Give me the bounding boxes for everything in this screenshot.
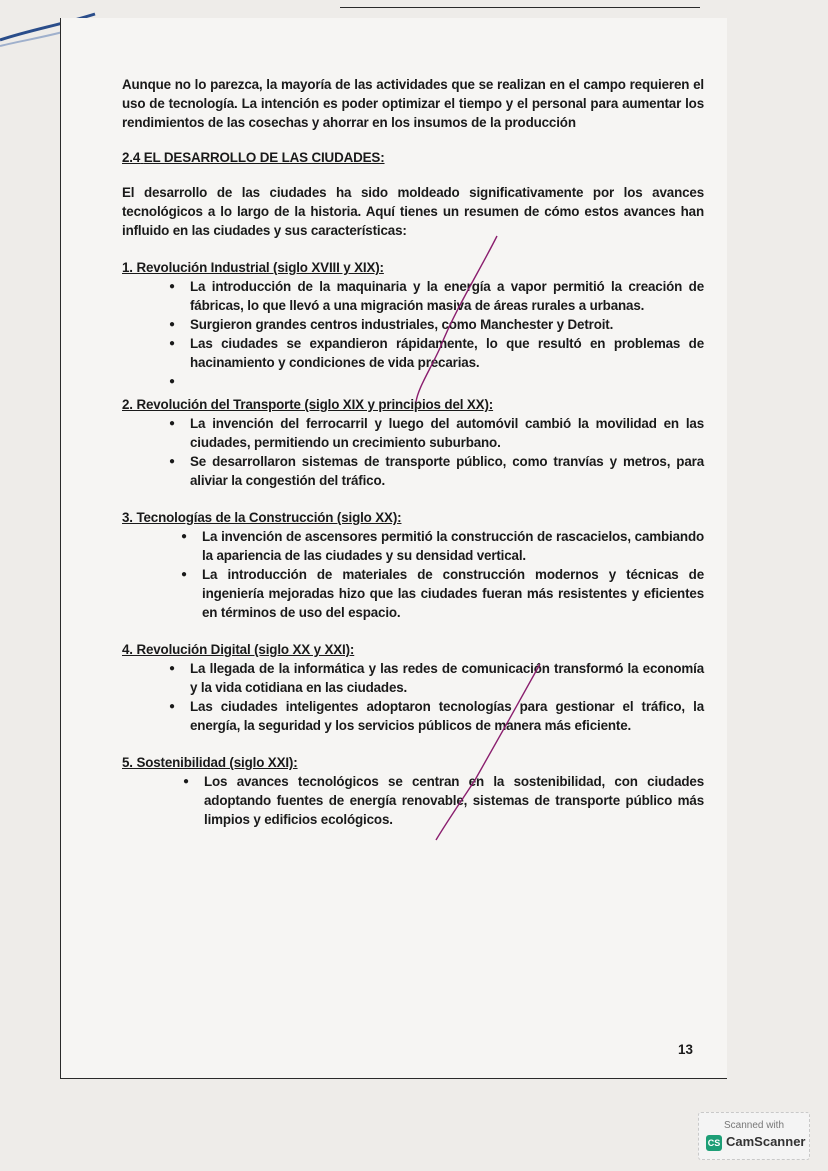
intro-paragraph: Aunque no lo parezca, la mayoría de las actividades que se realizan en el campo requieren el uso de tecnología. La intención es poder optimizar el tiempo y el personal para aumentar los rendimientos de las cosechas y ahorrar en los insumos de la producción xyxy=(122,77,704,130)
page-content xyxy=(122,75,704,833)
bullet-list xyxy=(122,277,704,391)
empty-list-item xyxy=(190,372,704,391)
camscanner-watermark xyxy=(698,1112,810,1160)
list-item: ● La introducción de materiales de construcción modernos y técnicas de ingeniería mejoradas hizo que las ciudades fueran más resistentes y eficientes en términos de uso del espacio. xyxy=(202,565,704,622)
group-revolucion-transporte xyxy=(122,395,704,490)
scanned-with-caption: Scanned with xyxy=(723,1120,785,1131)
list-item: ● La introducción de la maquinaria y la energía a vapor permitió la creación de fábricas, lo que llevó a una migración masiva de áreas rurales a urbanas. xyxy=(190,277,704,315)
group-title: 5. Sostenibilidad (siglo XXI): xyxy=(122,755,298,770)
group-title: 2. Revolución del Transporte (siglo XIX y principios del XX): xyxy=(122,397,494,412)
group-title: 1. Revolución Industrial (siglo XVIII y XIX): xyxy=(122,260,384,275)
list-item: ● La invención de ascensores permitió la construcción de rascacielos, cambiando la apariencia de las ciudades y su densidad vertical. xyxy=(202,527,704,565)
group-title: 4. Revolución Digital (siglo XX y XXI): xyxy=(122,642,355,657)
group-sostenibilidad xyxy=(122,753,704,829)
group-revolucion-digital xyxy=(122,640,704,735)
camscanner-brand: CamScanner xyxy=(726,1134,806,1149)
bullet-list xyxy=(122,414,704,490)
bullet-list xyxy=(122,527,704,622)
list-item: ● Las ciudades inteligentes adoptaron tecnologías para gestionar el tráfico, la energía, la seguridad y los servicios públicos de manera más eficiente. xyxy=(190,697,704,735)
list-item: ● Se desarrollaron sistemas de transporte público, como tranvías y metros, para aliviar la congestión del tráfico. xyxy=(190,452,704,490)
bullet-list xyxy=(122,772,704,829)
group-revolucion-industrial xyxy=(122,258,704,391)
list-item: ● Los avances tecnológicos se centran en la sostenibilidad, con ciudades adoptando fuentes de energía renovable, sistemas de transporte público más limpios y edificios ecológicos. xyxy=(204,772,704,829)
camscanner-logo-icon: CS xyxy=(706,1135,722,1151)
section-heading xyxy=(122,148,704,167)
page-top-rule xyxy=(340,7,700,8)
section-title: EL DESARROLLO DE LAS CIUDADES: xyxy=(143,150,385,165)
bullet-list xyxy=(122,659,704,735)
list-item: ● Surgieron grandes centros industriales, como Manchester y Detroit. xyxy=(190,315,704,334)
page-number: 13 xyxy=(678,1042,693,1057)
group-tecnologias-construccion xyxy=(122,508,704,622)
section-lead-paragraph: El desarrollo de las ciudades ha sido moldeado significativamente por los avances tecnológicos a lo largo de la historia. Aquí tienes un resumen de cómo estos avances han influido en las ciudades y sus características: xyxy=(122,185,704,238)
group-title: 3. Tecnologías de la Construcción (siglo XX): xyxy=(122,510,402,525)
list-item: ● La invención del ferrocarril y luego del automóvil cambió la movilidad en las ciudades, permitiendo un crecimiento suburbano. xyxy=(190,414,704,452)
list-item: ● La llegada de la informática y las redes de comunicación transformó la economía y la vida cotidiana en las ciudades. xyxy=(190,659,704,697)
section-number: 2.4 xyxy=(122,150,141,165)
list-item: ● Las ciudades se expandieron rápidamente, lo que resultó en problemas de hacinamiento y condiciones de vida precarias. xyxy=(190,334,704,372)
